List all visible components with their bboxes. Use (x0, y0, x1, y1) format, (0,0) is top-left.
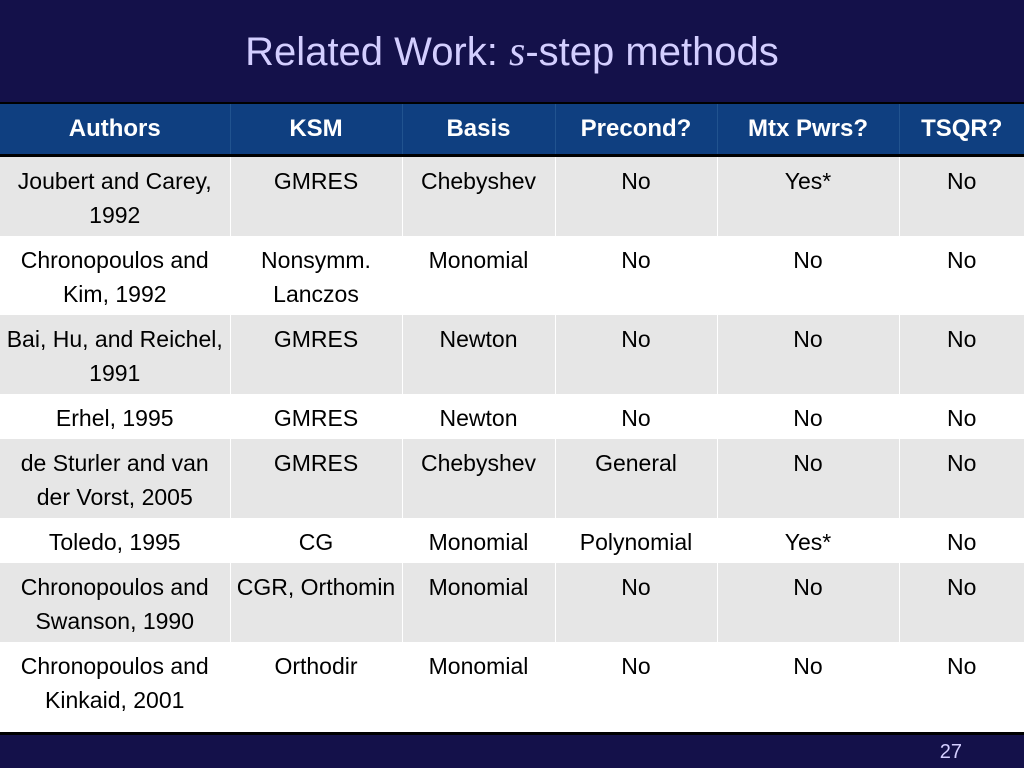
cell-basis: Newton (402, 394, 555, 439)
table-row (0, 315, 1024, 394)
cell-authors: Chronopoulos and Swanson, 1990 (0, 563, 230, 642)
cell-authors: Chronopoulos and Kim, 1992 (0, 236, 230, 315)
table-row (0, 236, 1024, 315)
table-row (0, 518, 1024, 563)
table-row (0, 394, 1024, 439)
table-row (0, 642, 1024, 721)
header-precond: Precond? (555, 103, 717, 156)
cell-mtx-pwrs: No (717, 439, 899, 518)
cell-tsqr: No (899, 394, 1024, 439)
cell-basis: Chebyshev (402, 156, 555, 237)
table-row (0, 563, 1024, 642)
cell-ksm: GMRES (230, 315, 402, 394)
cell-precond: No (555, 642, 717, 721)
slide-title (0, 26, 1024, 78)
cell-ksm: GMRES (230, 156, 402, 237)
cell-tsqr: No (899, 236, 1024, 315)
cell-authors: Bai, Hu, and Reichel, 1991 (0, 315, 230, 394)
cell-mtx-pwrs: No (717, 236, 899, 315)
header-row (0, 103, 1024, 156)
cell-basis: Newton (402, 315, 555, 394)
cell-basis: Monomial (402, 563, 555, 642)
cell-mtx-pwrs: No (717, 394, 899, 439)
cell-tsqr: No (899, 315, 1024, 394)
cell-precond: No (555, 394, 717, 439)
cell-ksm: Nonsymm. Lanczos (230, 236, 402, 315)
cell-authors: Toledo, 1995 (0, 518, 230, 563)
cell-precond: General (555, 439, 717, 518)
cell-mtx-pwrs: No (717, 315, 899, 394)
cell-tsqr: No (899, 563, 1024, 642)
table-row (0, 156, 1024, 237)
cell-mtx-pwrs: No (717, 642, 899, 721)
header-ksm: KSM (230, 103, 402, 156)
cell-precond: No (555, 315, 717, 394)
cell-precond: No (555, 236, 717, 315)
header-tsqr: TSQR? (899, 103, 1024, 156)
title-prefix: Related Work: (245, 30, 509, 74)
header-mtx-pwrs: Mtx Pwrs? (717, 103, 899, 156)
header-authors: Authors (0, 103, 230, 156)
title-symbol: s (508, 29, 526, 75)
header-basis: Basis (402, 103, 555, 156)
cell-authors: Joubert and Carey, 1992 (0, 156, 230, 237)
cell-basis: Monomial (402, 642, 555, 721)
cell-tsqr: No (899, 518, 1024, 563)
cell-mtx-pwrs: No (717, 563, 899, 642)
cell-basis: Monomial (402, 236, 555, 315)
related-work-table (0, 102, 1024, 721)
cell-basis: Monomial (402, 518, 555, 563)
cell-mtx-pwrs: Yes* (717, 156, 899, 237)
cell-basis: Chebyshev (402, 439, 555, 518)
cell-tsqr: No (899, 156, 1024, 237)
cell-precond: No (555, 156, 717, 237)
cell-ksm: GMRES (230, 394, 402, 439)
cell-authors: Erhel, 1995 (0, 394, 230, 439)
cell-tsqr: No (899, 642, 1024, 721)
cell-mtx-pwrs: Yes* (717, 518, 899, 563)
cell-tsqr: No (899, 439, 1024, 518)
title-bar (0, 0, 1024, 102)
title-suffix: -step methods (525, 30, 779, 74)
cell-authors: de Sturler and van der Vorst, 2005 (0, 439, 230, 518)
cell-ksm: GMRES (230, 439, 402, 518)
cell-authors: Chronopoulos and Kinkaid, 2001 (0, 642, 230, 721)
table-container (0, 102, 1024, 732)
cell-ksm: CG (230, 518, 402, 563)
page-number: 27 (939, 741, 962, 763)
table-row (0, 439, 1024, 518)
cell-ksm: Orthodir (230, 642, 402, 721)
cell-ksm: CGR, Orthomin (230, 563, 402, 642)
footer-bar (0, 732, 1024, 768)
cell-precond: No (555, 563, 717, 642)
cell-precond: Polynomial (555, 518, 717, 563)
